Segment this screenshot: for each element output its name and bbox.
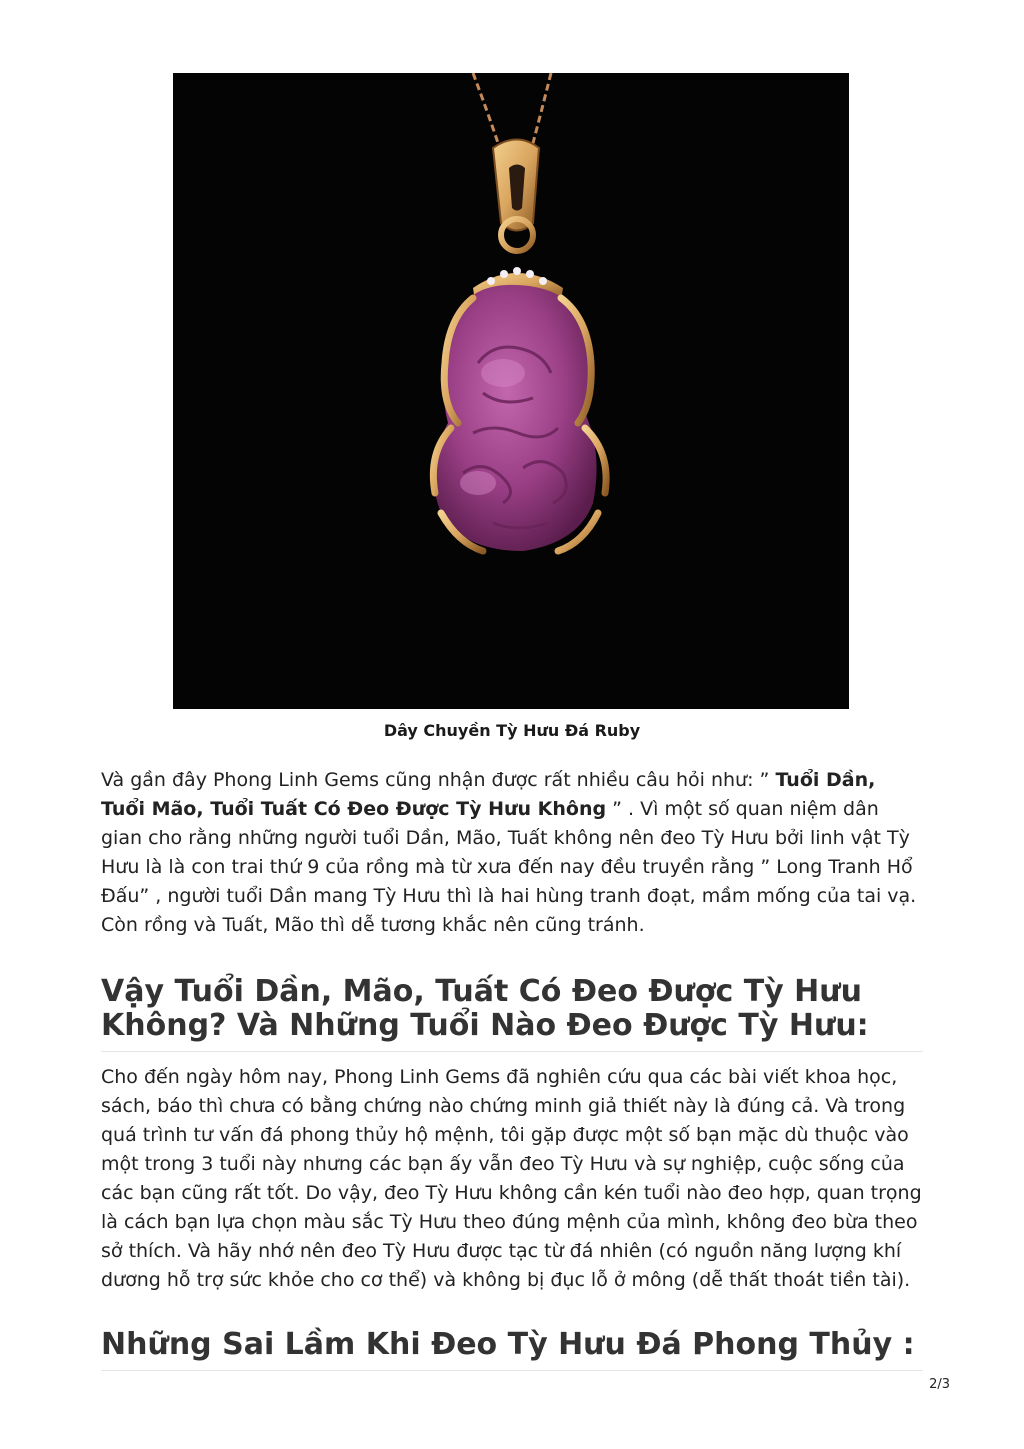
image-caption: Dây Chuyền Tỳ Hưu Đá Ruby (383, 721, 641, 740)
intro-question-bold: Tuổi Dần, Tuổi Mão, Tuổi Tuất Có Đeo Được Tỳ Hưu Không (101, 769, 876, 820)
page-number: 2/3 (929, 1377, 950, 1392)
intro-text-start: Và gần đây Phong Linh Gems cũng nhận được rất nhiều câu hỏi như: ” (101, 769, 776, 791)
pendant-photo (173, 73, 849, 709)
intro-paragraph (101, 766, 923, 940)
section-heading-mistakes: Những Sai Lầm Khi Đeo Tỳ Hưu Đá Phong Thủy : (101, 1328, 923, 1371)
section-heading-ages: Vậy Tuổi Dần, Mão, Tuất Có Đeo Được Tỳ Hưu Không? Và Những Tuổi Nào Đeo Được Tỳ Hưu: (101, 975, 923, 1052)
body-paragraph: Cho đến ngày hôm nay, Phong Linh Gems đã nghiên cứu qua các bài viết khoa học, sách, báo thì chưa có bằng chứng nào chứng minh giả thiết này là đúng cả. Và trong quá trình tư vấn đá phong thủy hộ mệnh, tôi gặp được một số bạn mặc dù thuộc vào một trong 3 tuổi này nhưng các bạn ấy vẫn đeo Tỳ Hưu và sự nghiệp, cuộc sống của các bạn cũng rất tốt. Do vậy, đeo Tỳ Hưu không cần kén tuổi nào đeo hợp, quan trọng là cách bạn lựa chọn màu sắc Tỳ Hưu theo đúng mệnh của mình, không đeo bừa theo sở thích. Và hãy nhớ nên đeo Tỳ Hưu được tạc từ đá nhiên (có nguồn năng lượng khí dương hỗ trợ sức khỏe cho cơ thể) và không bị đục lỗ ở mông (dễ thất thoát tiền tài). (101, 1066, 922, 1291)
intro-text-end: ” . Vì một số quan niệm dân gian cho rằng những người tuổi Dần, Mão, Tuất không nên đeo Tỳ Hưu bởi linh vật Tỳ Hưu là là con trai thứ 9 của rồng mà từ xưa đến nay đều truyền rằng ” Long Tranh Hổ Đấu” , người tuổi Dần mang Tỳ Hưu thì là hai hùng tranh đoạt, mầm mống của tai vạ. Còn rồng và Tuất, Mão thì dễ tương khắc nên cũng tránh. (101, 798, 917, 936)
